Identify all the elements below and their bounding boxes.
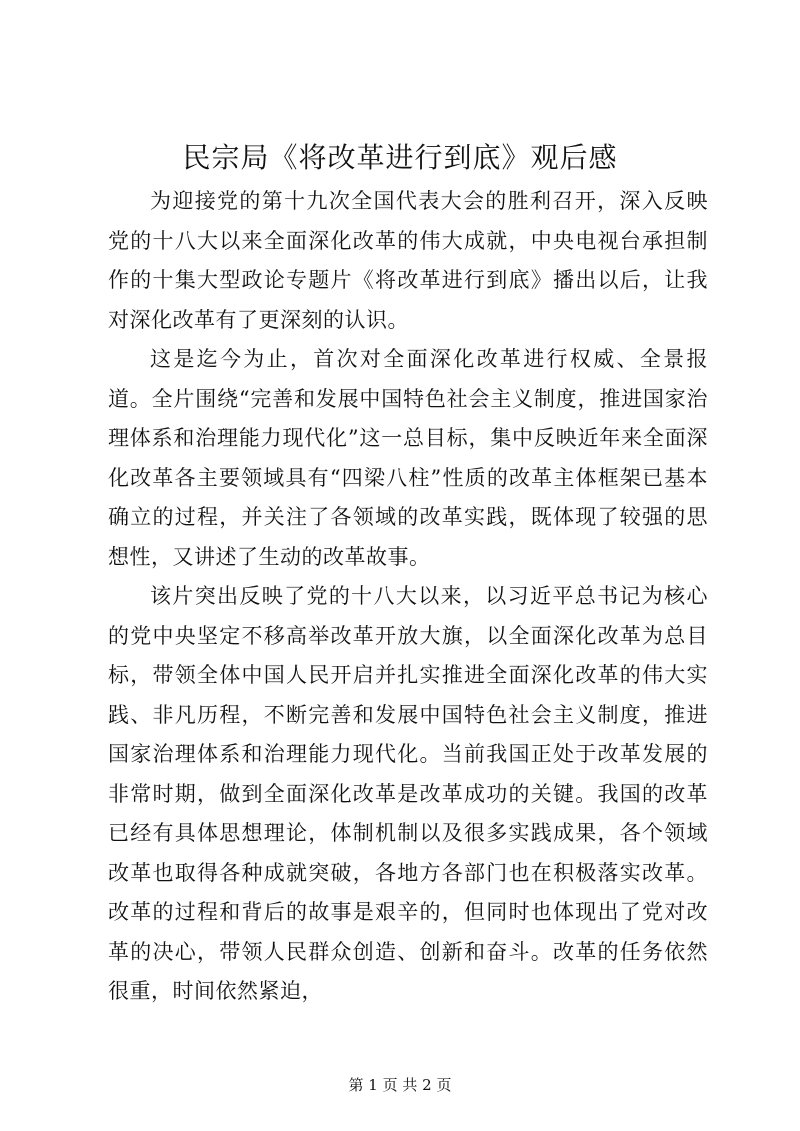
paragraph-3: 该片突出反映了党的十八大以来，以习近平总书记为核心的党中央坚定不移高举改革开放大旗，以全面深化改革为总目标，带领全体中国人民开启并扎实推进全面深化改革的伟大实践、非凡历程，不断完善和发展中国特色社会主义制度，推进国家治理体系和治理能力现代化。当前我国正处于改革发展的非常时期，做到全面深化改革是改革成功的关键。我国的改革已经有具体思想理论，体制机制以及很多实践成果，各个领域改革也取得各种成就突破，各地方各部门也在积极落实改革。改革的过程和背后的故事是艰辛的，但同时也体现出了党对改革的决心，带领人民群众创造、创新和奋斗。改革的任务依然很重，时间依然紧迫， [108,584,708,1003]
paragraph-1: 为迎接党的第十九次全国代表大会的胜利召开，深入反映党的十八大以来全面深化改革的伟大成就，中央电视台承担制作的十集大型政论专题片《将改革进行到底》播出以后，让我对深化改革有了更深刻的认识。 [108,189,708,332]
page-footer: 第 1 页 共 2 页 [348,1076,452,1094]
document-title: 民宗局《将改革进行到底》观后感 [182,141,618,174]
document-body [108,182,708,1012]
paragraph-2: 这是迄今为止，首次对全面深化改革进行权威、全景报道。全片围绕“完善和发展中国特色社会主义制度，推进国家治理体系和治理能力现代化”这一总目标，集中反映近年来全面深化改革各主要领域具有“四梁八柱”性质的改革主体框架已基本确立的过程，并关注了各领域的改革实践，既体现了较强的思想性，又讲述了生动的改革故事。 [108,347,708,569]
